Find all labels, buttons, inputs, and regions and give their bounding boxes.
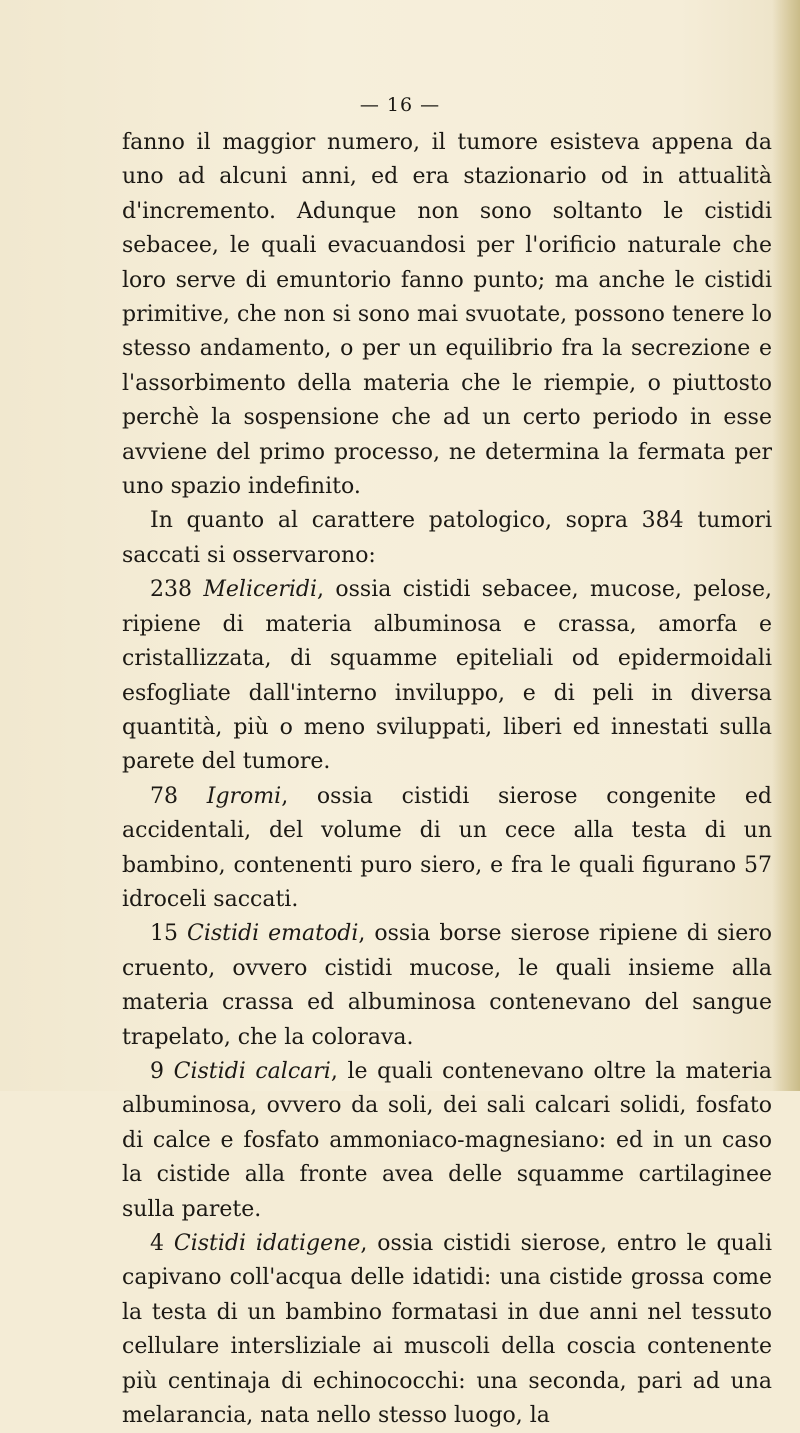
paragraph-igromi xyxy=(122,780,772,918)
paragraph-calcari xyxy=(122,1055,772,1227)
count: 78 xyxy=(150,783,207,809)
paragraph-ematodi xyxy=(122,917,772,1055)
page-number-header: — 16 — xyxy=(359,94,441,116)
term: Igromi xyxy=(206,783,282,809)
term: Cistidi calcari xyxy=(173,1058,331,1084)
body-text xyxy=(122,126,772,1433)
description: , le quali contenevano oltre la materia albuminosa, ovvero da soli, dei sali calcari solidi, fosfato di calce e fosfato ammoniaco-magnesiano: ed in un caso la cistide alla fronte avea delle squamme cartilaginee sulla parete. xyxy=(122,1058,772,1222)
description: , ossia cistidi sebacee, mucose, pelose, ripiene di materia albuminosa e crassa, amorfa e cristallizzata, di squamme epiteliali od epidermoidali esfogliate dall'interno inviluppo, e di peli in diversa quantità, più o meno sviluppati, liberi ed innestati sulla parete del tumore. xyxy=(122,577,772,775)
term: Cistidi ematodi xyxy=(187,921,359,947)
count: 9 xyxy=(150,1058,174,1084)
description: , ossia cistidi sierose, entro le quali capivano coll'acqua delle idatidi: una cistide grossa come la testa di un bambino formatasi in due anni nel tessuto cellulare intersliziale ai muscoli della coscia contenente più centinaja di echinococchi: una seconda, pari ad una melarancia, nata nello stesso luogo, la xyxy=(122,1231,772,1429)
description: , ossia borse sierose ripiene di siero cruento, ovvero cistidi mucose, le quali insieme alla materia crassa ed albuminosa contenevano del sangue trapelato, che la colorava. xyxy=(122,921,772,1050)
paragraph-intro: fanno il maggior numero, il tumore esisteva appena da uno ad alcuni anni, ed era stazionario od in attualità d'incremento. Adunque non sono soltanto le cistidi sebacee, le quali evacuandosi per l'orificio naturale che loro serve di emuntorio fanno punto; ma anche le cistidi primitive, che non si sono mai svuotate, possono tenere lo stesso andamento, o per un equilibrio fra la secrezione e l'assorbimento della materia che le riempie, o piuttosto perchè la sospensione che ad un certo periodo in esse avviene del primo processo, ne determina la fermata per uno spazio indefinito. xyxy=(122,130,772,500)
paragraph-meliceridi xyxy=(122,573,772,779)
paragraph-idatigene xyxy=(122,1227,772,1433)
count: 4 xyxy=(150,1231,174,1256)
description: , ossia cistidi sierose congenite ed accidentali, del volume di un cece alla testa di un bambino, contenenti puro siero, e fra le quali figurano 57 idroceli saccati. xyxy=(122,783,772,912)
paragraph-summary: In quanto al carattere patologico, sopra 384 tumori saccati si osservarono: xyxy=(122,508,772,568)
term: Cistidi idatigene xyxy=(173,1231,361,1256)
count: 238 xyxy=(150,577,204,603)
page-edge-shadow xyxy=(772,0,800,1091)
term: Meliceridi xyxy=(203,577,318,603)
count: 15 xyxy=(150,921,187,947)
